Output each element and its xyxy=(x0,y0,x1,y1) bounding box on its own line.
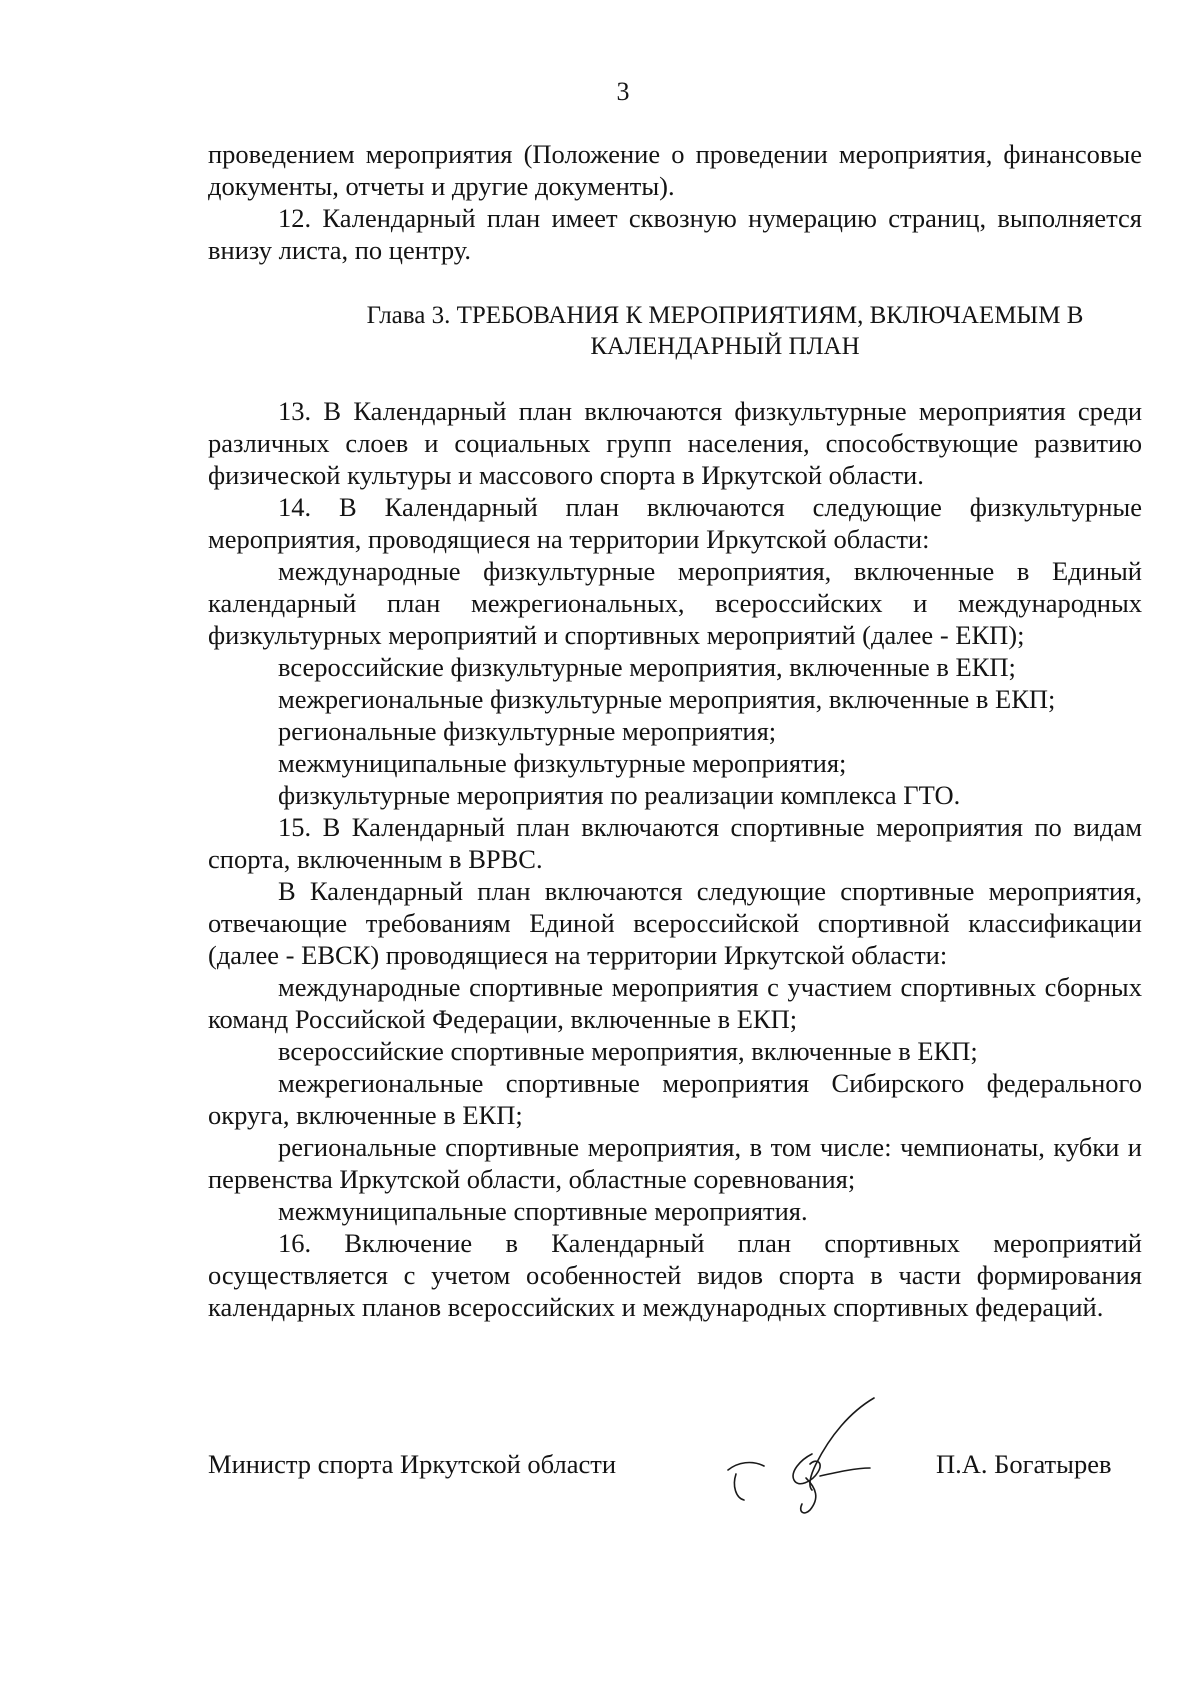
chapter-heading xyxy=(208,300,1142,362)
document-body xyxy=(208,138,1142,1323)
list-item: физкультурные мероприятия по реализации комплекса ГТО. xyxy=(278,780,961,810)
paragraph-15-continued: В Календарный план включаются следующие спортивные мероприятия, отвечающие требованиям Единой всероссийской спортивной классификации (далее - ЕВСК) проводящиеся на территории Иркутской области: xyxy=(208,876,1142,970)
list-item: международные спортивные мероприятия с участием спортивных сборных команд Российской Федерации, включенные в ЕКП; xyxy=(208,972,1142,1034)
signature-block xyxy=(208,1394,1142,1544)
list-item: региональные физкультурные мероприятия; xyxy=(278,716,777,746)
chapter-heading-line1: Глава 3. ТРЕБОВАНИЯ К МЕРОПРИЯТИЯМ, ВКЛЮЧАЕМЫМ В xyxy=(366,302,1084,329)
list-item: межрегиональные спортивные мероприятия Сибирского федерального округа, включенные в ЕКП; xyxy=(208,1068,1142,1130)
signatory-name: П.А. Богатырев xyxy=(936,1449,1112,1479)
paragraph-continuation: проведением мероприятия (Положение о проведении мероприятия, финансовые документы, отчеты и другие документы). xyxy=(208,139,1142,201)
paragraph-16: 16. Включение в Календарный план спортивных мероприятий осуществляется с учетом особенностей видов спорта в части формирования календарных планов всероссийских и международных спортивных федераций. xyxy=(208,1228,1142,1322)
list-item: региональные спортивные мероприятия, в том числе: чемпионаты, кубки и первенства Иркутской области, областные соревнования; xyxy=(208,1132,1142,1194)
paragraph-13: 13. В Календарный план включаются физкультурные мероприятия среди различных слоев и социальных групп населения, способствующие развитию физической культуры и массового спорта в Иркутской области. xyxy=(208,396,1142,490)
list-item: межмуниципальные физкультурные мероприятия; xyxy=(278,748,847,778)
paragraph-12: 12. Календарный план имеет сквозную нумерацию страниц, выполняется внизу листа, по центру. xyxy=(208,203,1142,265)
list-item: межмуниципальные спортивные мероприятия. xyxy=(278,1196,808,1226)
list-item: межрегиональные физкультурные мероприятия, включенные в ЕКП; xyxy=(278,684,1056,714)
page-number: 3 xyxy=(616,77,630,106)
paragraph-15: 15. В Календарный план включаются спортивные мероприятия по видам спорта, включенным в ВРВС. xyxy=(208,812,1142,874)
list-item: всероссийские физкультурные мероприятия, включенные в ЕКП; xyxy=(278,652,1016,682)
signatory-title: Министр спорта Иркутской области xyxy=(208,1449,617,1479)
paragraph-14: 14. В Календарный план включаются следующие физкультурные мероприятия, проводящиеся на территории Иркутской области: xyxy=(208,492,1142,554)
list-item: международные физкультурные мероприятия, включенные в Единый календарный план межрегиональных, всероссийских и международных физкультурных мероприятий и спортивных мероприятий (далее - ЕКП); xyxy=(208,556,1142,650)
list-item: всероссийские спортивные мероприятия, включенные в ЕКП; xyxy=(278,1036,978,1066)
chapter-heading-line2: КАЛЕНДАРНЫЙ ПЛАН xyxy=(590,333,860,360)
handwritten-signature-icon xyxy=(720,1394,940,1524)
